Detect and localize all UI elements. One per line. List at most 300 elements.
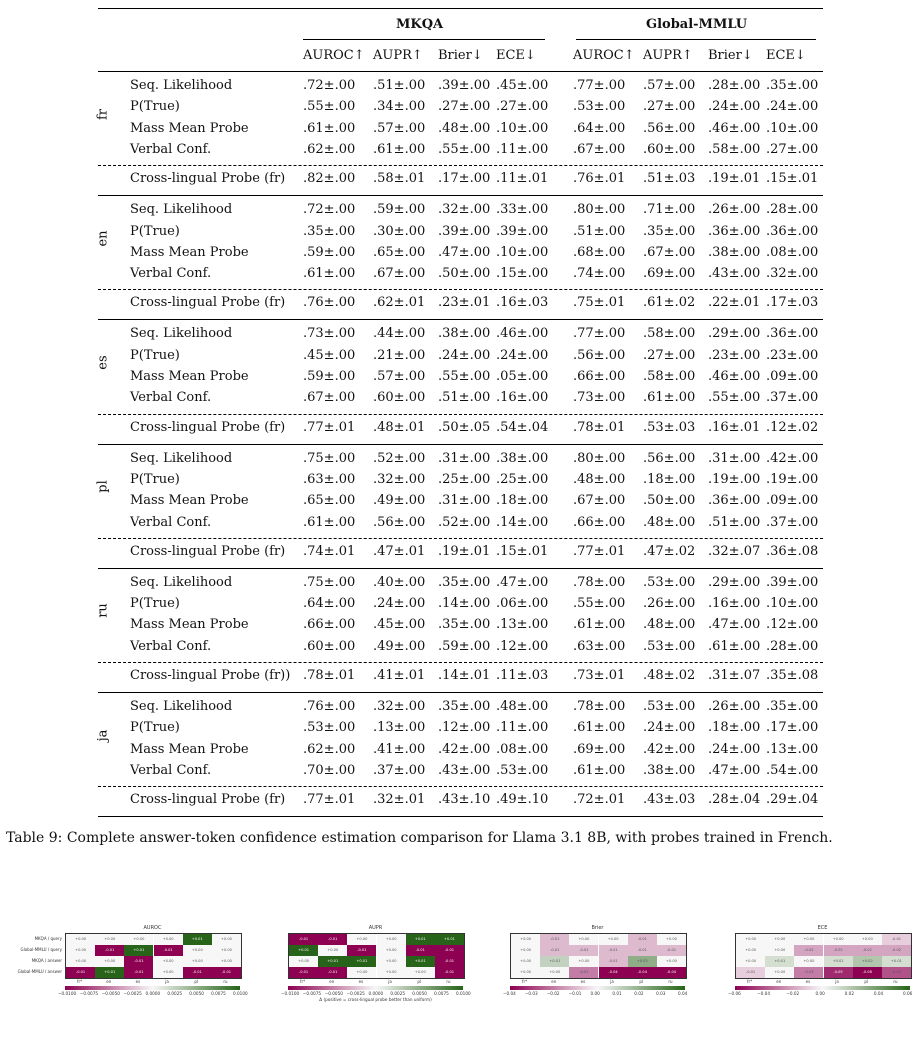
table-cell: .80±.00 [573,202,626,218]
table-cell: .61±.00 [303,514,356,530]
table-cell: .25±.00 [496,471,549,487]
colorbar-tick: 0.04 [873,991,884,996]
table-cell: .36±.00 [766,326,819,342]
heatmap-cell: +0.00 [511,934,540,945]
table-cell: .61±.00 [373,141,426,157]
method-label: P(True) [130,720,180,736]
colorbar-tick: −0.03 [524,991,538,996]
table-cell: .31±.00 [708,450,761,466]
heatmap-cell: +0.00 [154,967,183,978]
table-cell: .26±.00 [643,596,696,612]
table-cell: .14±.00 [496,514,549,530]
table-cell: .61±.00 [573,720,626,736]
probe-cell: .76±.00 [303,295,356,311]
heatmap-cell: +0.00 [154,934,183,945]
table-cell: .53±.00 [643,574,696,590]
probe-cell: .75±.01 [573,295,626,311]
table-cell: .39±.00 [438,223,491,239]
heatmap-cell: -0.04 [657,967,686,978]
table-cell: .23±.00 [766,347,819,363]
table-cell: .06±.00 [496,596,549,612]
heatmap-colorbar [510,986,685,990]
heatmap-row-label: Global-MMLU / answer [17,969,62,974]
colorbar-tick: 0.00 [815,991,825,996]
table-cell: .69±.00 [573,741,626,757]
table-cell: .53±.00 [303,720,356,736]
probe-cell: .17±.03 [766,295,819,311]
method-label: P(True) [130,596,180,612]
probe-cell: .48±.01 [373,419,426,435]
heatmap-cell: +0.00 [736,956,765,967]
heatmap-row-label: MKQA / answer [31,958,62,963]
table-cell: .71±.00 [643,202,696,218]
colorbar-tick: 0.01 [612,991,622,996]
heatmap-col-label: en [106,979,112,984]
heatmap-cell: +0.01 [406,956,435,967]
table-cell: .15±.00 [496,266,549,282]
language-label: ja [95,729,111,741]
table-cell: .60±.00 [643,141,696,157]
probe-cell: .23±.01 [438,295,491,311]
probe-cell: .17±.00 [438,171,491,187]
table-cell: .38±.00 [643,762,696,778]
table-cell: .43±.00 [708,266,761,282]
table-caption: Table 9: Complete answer-token confidence estimation comparison for Llama 3.1 8B, with probes trained in French. [6,830,833,846]
heatmap-colorbar [65,986,240,990]
table-cell: .32±.00 [373,471,426,487]
heatmap-cell: -0.01 [95,945,124,956]
probe-cell: .15±.01 [766,171,819,187]
table-cell: .55±.00 [573,596,626,612]
table-rule [303,39,545,40]
probe-cell: .50±.05 [438,419,491,435]
table-cell: .72±.00 [303,78,356,93]
heatmap-aupr [281,925,471,1050]
table-cell: .17±.00 [766,720,819,736]
table-cell: .61±.00 [303,120,356,136]
heatmap-cell: +0.01 [95,967,124,978]
heatmap-cell: +0.00 [347,934,376,945]
probe-method-label: Cross-lingual Probe (fr) [130,419,286,435]
colorbar-tick: −0.06 [728,991,741,996]
heatmap-cell: +0.00 [569,956,598,967]
heatmap-cell: +0.00 [377,967,406,978]
table-cell: .12±.00 [438,720,491,736]
heatmap-cell: -0.01 [435,956,464,967]
heatmap-col-label: es [805,979,811,984]
probe-cell: .28±.04 [708,792,761,808]
table-cell: .35±.00 [438,699,491,714]
table-cell: .12±.00 [496,638,549,654]
heatmap-cell: +0.01 [347,956,376,967]
method-label: Verbal Conf. [130,762,212,778]
table-cell: .74±.00 [573,266,626,282]
probe-cell: .53±.03 [643,419,696,435]
table-cell: .39±.00 [766,574,819,590]
table-cell: .35±.00 [643,223,696,239]
probe-cell: .62±.01 [373,295,426,311]
heatmap-cell: -0.01 [628,934,657,945]
probe-cell: .77±.01 [303,792,356,808]
table-cell: .30±.00 [373,223,426,239]
table-cell: .75±.00 [303,450,356,466]
table-cell: .27±.00 [438,99,491,115]
table-cell: .24±.00 [373,596,426,612]
heatmap-cell: +0.00 [599,934,628,945]
method-label: P(True) [130,347,180,363]
table-cell: .05±.00 [496,369,549,384]
heatmap-cell: +0.01 [406,934,435,945]
table-rule [576,39,816,40]
table-cell: .35±.00 [766,699,819,714]
method-label: Mass Mean Probe [130,369,249,384]
probe-method-label: Cross-lingual Probe (fr)) [130,668,291,683]
colorbar-tick: −0.0025 [123,991,142,996]
probe-cell: .36±.08 [766,543,819,559]
heatmap-brier [503,925,688,1050]
heatmap-cell: +0.00 [406,967,435,978]
heatmap-cell: -0.04 [882,967,911,978]
table-cell: .45±.00 [373,617,426,633]
metric-header: AUPR↑ [373,48,423,63]
heatmap-cell: +0.01 [124,945,153,956]
metric-header: Brier↓ [708,48,753,63]
table-cell: .09±.00 [766,369,819,384]
probe-cell: .77±.01 [573,543,626,559]
heatmap-row-label: Global-MMLU / query [20,947,62,952]
table-cell: .56±.00 [373,514,426,530]
table-cell: .46±.00 [496,326,549,342]
method-label: Verbal Conf. [130,266,212,282]
probe-cell: .32±.01 [373,792,426,808]
heatmap-col-label: fr* [522,979,528,984]
heatmap-cell: +0.02 [853,956,882,967]
probe-cell: .51±.03 [643,171,696,187]
heatmap-cell: -0.01 [628,945,657,956]
colorbar-tick: 0.02 [844,991,854,996]
colorbar-tick: 0.00 [590,991,600,996]
colorbar-tick: 0.0075 [434,991,449,996]
table-cell: .41±.00 [373,741,426,757]
heatmap-cell: -0.02 [882,945,911,956]
table-cell: .08±.00 [496,741,549,757]
heatmap-cell: +0.01 [824,956,853,967]
table-cell: .69±.00 [643,266,696,282]
table-cell: .66±.00 [573,514,626,530]
table-cell: .38±.00 [438,326,491,342]
heatmap-col-label: ja [388,979,392,984]
table-cell: .19±.00 [708,471,761,487]
heatmap-cell: +0.01 [765,956,794,967]
colorbar-tick: 0.04 [678,991,688,996]
table-cell: .18±.00 [643,471,696,487]
table-cell: .48±.00 [573,471,626,487]
heatmap-cell: +0.00 [212,945,241,956]
heatmap-cell: -0.02 [853,945,882,956]
table-cell: .62±.00 [303,141,356,157]
table-cell: .13±.00 [766,741,819,757]
table-cell: .67±.00 [573,141,626,157]
method-label: P(True) [130,223,180,239]
heatmap-cell: -0.01 [124,956,153,967]
probe-cell: .47±.01 [373,543,426,559]
colorbar-tick: −0.02 [546,991,560,996]
table-cell: .58±.00 [643,369,696,384]
heatmap-cell: +0.00 [289,956,318,967]
table-cell: .26±.00 [708,202,761,218]
heatmap-cell: -0.01 [882,934,911,945]
probe-cell: .16±.01 [708,419,761,435]
method-label: P(True) [130,471,180,487]
table-rule [98,816,823,817]
table-cell: .36±.00 [766,223,819,239]
colorbar-tick: −0.0050 [101,991,120,996]
table-rule [98,289,823,290]
heatmap-cell: -0.01 [212,967,241,978]
heatmap-col-label: en [329,979,335,984]
table-cell: .78±.00 [573,699,626,714]
heatmap-grid [735,933,912,979]
table-cell: .11±.00 [496,720,549,736]
method-label: Verbal Conf. [130,390,212,406]
table-cell: .42±.00 [438,741,491,757]
probe-cell: .41±.01 [373,668,426,683]
table-cell: .51±.00 [438,390,491,406]
table-cell: .35±.00 [438,574,491,590]
table-cell: .58±.00 [708,141,761,157]
metric-header: ECE↓ [496,48,536,63]
method-label: Seq. Likelihood [130,326,233,342]
heatmap-cell: +0.01 [289,945,318,956]
heatmap-cell: +0.01 [183,934,212,945]
probe-cell: .22±.01 [708,295,761,311]
table-cell: .59±.00 [303,369,356,384]
table-cell: .78±.00 [573,574,626,590]
colorbar-tick: 0.0000 [368,991,384,996]
table-cell: .61±.00 [573,617,626,633]
colorbar-tick: 0.03 [656,991,666,996]
table-rule [98,444,823,445]
metric-header: AUPR↑ [643,48,693,63]
table-cell: .10±.00 [766,596,819,612]
table-cell: .53±.00 [573,99,626,115]
table-cell: .31±.00 [438,450,491,466]
language-label: es [95,355,111,370]
heatmap-cell: +0.00 [540,967,569,978]
table-cell: .61±.00 [643,390,696,406]
table-cell: .28±.00 [766,202,819,218]
method-label: Seq. Likelihood [130,574,233,590]
probe-cell: .78±.01 [303,668,356,683]
table-cell: .47±.00 [438,244,491,260]
table-cell: .13±.00 [496,617,549,633]
table-cell: .39±.00 [438,78,491,93]
table-rule [98,71,823,72]
heatmap-cell: +0.00 [377,956,406,967]
table-cell: .18±.00 [496,493,549,509]
table-cell: .52±.00 [438,514,491,530]
heatmap-colorbar [735,986,910,990]
table-cell: .34±.00 [373,99,426,115]
table-cell: .45±.00 [303,347,356,363]
probe-cell: .43±.03 [643,792,696,808]
heatmap-title: ECE [817,925,828,931]
heatmap-cell: +0.00 [95,934,124,945]
heatmap-cell: +0.00 [853,934,882,945]
table-cell: .67±.00 [643,244,696,260]
table-cell: .14±.00 [438,596,491,612]
table-cell: .67±.00 [573,493,626,509]
table-cell: .32±.00 [438,202,491,218]
probe-method-label: Cross-lingual Probe (fr) [130,295,286,311]
table-cell: .29±.00 [708,326,761,342]
table-cell: .75±.00 [303,574,356,590]
probe-cell: .11±.03 [496,668,549,683]
heatmap-col-label: en [776,979,782,984]
table-cell: .60±.00 [373,390,426,406]
table-cell: .59±.00 [438,638,491,654]
table-cell: .24±.00 [496,347,549,363]
table-rule [98,195,823,196]
probe-cell: .32±.07 [708,543,761,559]
table-cell: .37±.00 [766,390,819,406]
heatmap-cell: -0.01 [599,945,628,956]
heatmap-row-label: MKQA / query [34,936,62,941]
heatmap-cell: +0.00 [657,934,686,945]
colorbar-tick: −0.04 [757,991,770,996]
table-cell: .49±.00 [373,493,426,509]
table-cell: .66±.00 [303,617,356,633]
table-cell: .59±.00 [303,244,356,260]
heatmap-col-label: ru [446,979,451,984]
table-cell: .39±.00 [496,223,549,239]
heatmap-title: AUROC [143,925,162,931]
table-cell: .55±.00 [303,99,356,115]
heatmap-col-label: fr* [300,979,306,984]
heatmap-col-label: en [551,979,557,984]
table-cell: .27±.00 [766,141,819,157]
table-cell: .09±.00 [766,493,819,509]
table-cell: .18±.00 [708,720,761,736]
probe-cell: .74±.01 [303,543,356,559]
table-cell: .38±.00 [708,244,761,260]
table-cell: .73±.00 [303,326,356,342]
table-cell: .27±.00 [643,347,696,363]
heatmap-cell: -0.01 [657,945,686,956]
table-cell: .47±.00 [496,574,549,590]
probe-cell: .19±.01 [708,171,761,187]
heatmap-cell: -0.02 [824,945,853,956]
table-cell: .51±.00 [708,514,761,530]
language-label: ru [95,603,111,619]
heatmap-cell: +0.00 [824,934,853,945]
language-label: fr [95,108,111,120]
colorbar-tick: −0.01 [568,991,582,996]
colorbar-tick: −0.0025 [346,991,365,996]
heatmap-cell: -0.01 [66,967,95,978]
table-cell: .53±.00 [643,638,696,654]
probe-cell: .76±.01 [573,171,626,187]
heatmap-cell: +0.00 [154,956,183,967]
table-cell: .23±.00 [708,347,761,363]
heatmap-cell: -0.04 [628,967,657,978]
table-cell: .60±.00 [303,638,356,654]
table-cell: .16±.00 [708,596,761,612]
heatmap-cell: -0.02 [794,945,823,956]
method-label: Mass Mean Probe [130,493,249,509]
method-label: Seq. Likelihood [130,699,233,714]
table-cell: .63±.00 [303,471,356,487]
table-cell: .36±.00 [708,493,761,509]
language-label: en [95,230,111,247]
heatmap-cell: -0.04 [599,967,628,978]
table-cell: .77±.00 [573,78,626,93]
table-rule [98,692,823,693]
table-cell: .42±.00 [643,741,696,757]
heatmap-cell: +0.00 [183,956,212,967]
table-cell: .36±.00 [708,223,761,239]
table-cell: .58±.00 [643,326,696,342]
table-cell: .66±.00 [573,369,626,384]
table-cell: .35±.00 [438,617,491,633]
table-cell: .28±.00 [708,78,761,93]
probe-cell: .77±.01 [303,419,356,435]
group-header-global-mmlu: Global-MMLU [646,17,748,32]
heatmap-cell: -0.01 [435,967,464,978]
table-cell: .67±.00 [373,266,426,282]
method-label: Mass Mean Probe [130,741,249,757]
heatmap-cell: +0.01 [540,956,569,967]
colorbar-tick: 0.0025 [390,991,406,996]
table-cell: .28±.00 [766,638,819,654]
table-cell: .35±.00 [303,223,356,239]
heatmap-cell: +0.00 [569,934,598,945]
table-cell: .64±.00 [303,596,356,612]
heatmap-col-label: ru [893,979,898,984]
heatmap-cell: -0.01 [540,934,569,945]
table-cell: .64±.00 [573,120,626,136]
heatmap-cell: -0.01 [569,945,598,956]
table-cell: .38±.00 [496,450,549,466]
probe-cell: .29±.04 [766,792,819,808]
table-cell: .33±.00 [496,202,549,218]
heatmap-cell: +0.00 [212,934,241,945]
heatmap-col-label: ru [668,979,673,984]
colorbar-tick: 0.02 [634,991,644,996]
metric-header: AUROC↑ [303,48,365,63]
table-cell: .61±.00 [303,266,356,282]
table-rule [98,538,823,539]
heatmap-cell: +0.00 [511,956,540,967]
table-cell: .11±.00 [496,141,549,157]
heatmap-cell: +0.01 [318,956,347,967]
colorbar-tick: 0.0050 [189,991,204,996]
table-cell: .65±.00 [303,493,356,509]
table-cell: .73±.00 [573,390,626,406]
method-label: Seq. Likelihood [130,202,233,218]
probe-cell: .54±.04 [496,419,549,435]
heatmap-xlabel: Δ (positive = cross-lingual probe better than uniform) [319,997,432,1002]
heatmap-title: AUPR [368,925,383,931]
heatmap-cell: -0.01 [289,934,318,945]
heatmap-cell: -0.06 [853,967,882,978]
heatmap-cell: -0.01 [599,956,628,967]
heatmap-col-label: es [135,979,141,984]
table-cell: .42±.00 [766,450,819,466]
heatmap-cell: +0.00 [794,934,823,945]
colorbar-tick: 0.0075 [211,991,226,996]
colorbar-tick: −0.02 [786,991,800,996]
